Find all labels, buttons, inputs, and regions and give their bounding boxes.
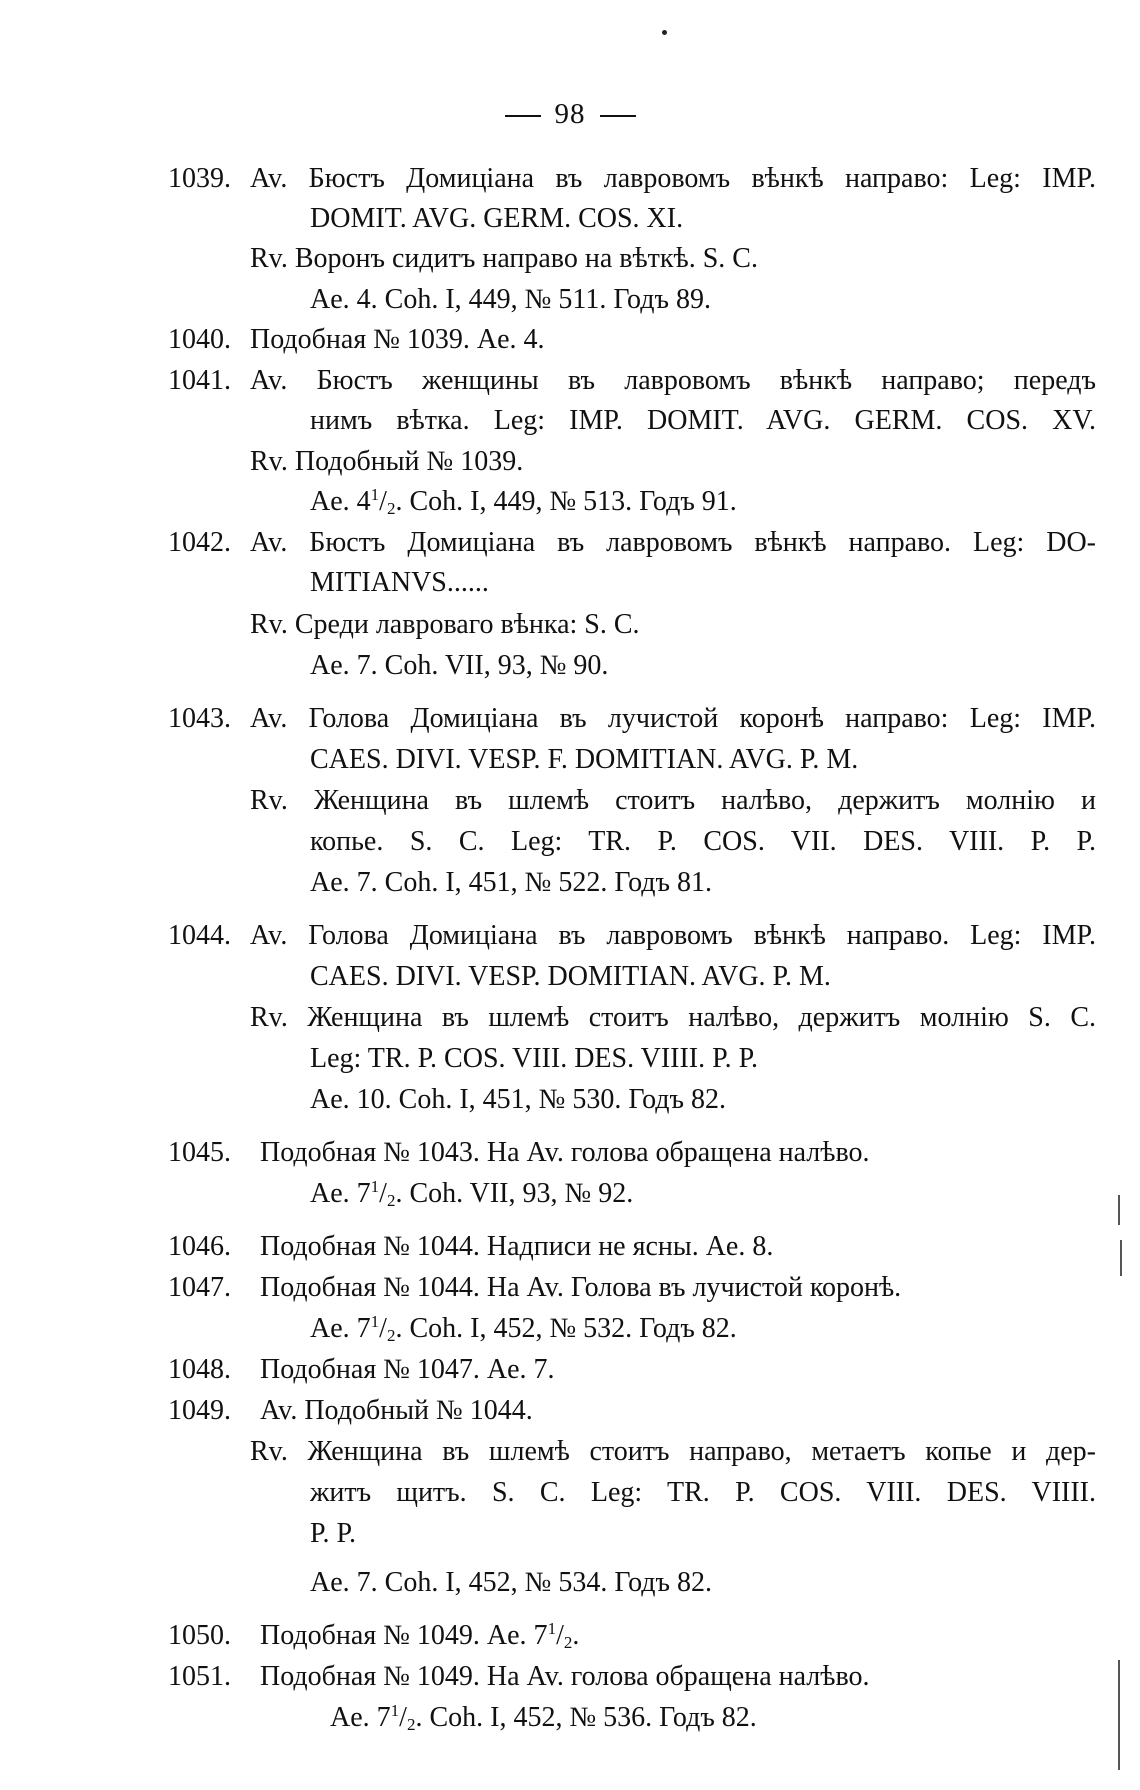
entry-line: Av. Бюстъ Домиціана въ лавровомъ вѣнкѣ направо. Leg: DO- [250,527,1096,558]
entry-line: CAES. DIVI. VESP. F. DOMITIAN. AVG. P. M. [310,744,859,775]
entry-line-fraction: Ae. $7^1/_2$. Coh. I, 452, № 536. Годъ 82. [330,1701,757,1734]
entry-line: Av. Голова Домиціана въ лучистой коронѣ направо: Leg: IMP. [250,703,1096,734]
page-number: 98 [0,98,1140,131]
entry-line: Rv. Женщина въ шлемѣ стоитъ налѣво, держитъ молнію S. C. [250,1002,1096,1033]
entry-line: копье. S. C. Leg: TR. P. COS. VII. DES. VIII. P. P. [310,826,1096,857]
entry-number: 1042. [168,527,231,558]
entry-number: 1039. [168,163,231,194]
entry-line: Подобная № 1047. Ae. 7. [260,1354,555,1385]
entry-number: 1049. [168,1395,231,1426]
entry-number: 1041. [168,365,231,396]
entry-number: 1048. [168,1354,231,1385]
entry-line: Ae. 4. Coh. I, 449, № 511. Годъ 89. [310,284,711,315]
entry-number: 1044. [168,920,231,951]
entry-line: нимъ вѣтка. Leg: IMP. DOMIT. AVG. GERM. COS. XV. [310,405,1096,436]
entry-number: 1040. [168,324,231,355]
entry-line: Ae. 7. Coh. VII, 93, № 90. [310,650,609,681]
scan-mark [1120,1240,1122,1276]
entry-line: Av. Бюстъ женщины въ лавровомъ вѣнкѣ направо; передъ [250,365,1096,396]
entry-line-fraction: Подобная № 1049. Ae. $7^1/_2$. [260,1619,580,1652]
entry-line: Ae. 10. Coh. I, 451, № 530. Годъ 82. [310,1084,727,1115]
entry-line: Подобная № 1044. Надписи не ясны. Ae. 8. [260,1231,774,1262]
entry-line: Ae. 7. Coh. I, 451, № 522. Годъ 81. [310,867,713,898]
entry-line: Подобная № 1049. На Av. голова обращена налѣво. [260,1661,870,1692]
entry-line: MITIANVS...... [310,567,489,598]
entry-line: Rv. Женщина въ шлемѣ стоитъ направо, метаетъ копье и дер- [250,1436,1096,1467]
entry-line: житъ щитъ. S. C. Leg: TR. P. COS. VIII. DES. VIIII. [310,1477,1096,1508]
ink-dot [662,30,667,35]
entry-line: CAES. DIVI. VESP. DOMITIAN. AVG. P. M. [310,961,831,992]
entry-number: 1043. [168,703,231,734]
entry-number: 1045. [168,1137,231,1168]
entry-line: Rv. Подобный № 1039. [250,446,524,477]
folio-dash-right [600,115,636,117]
entry-number: 1051. [168,1661,231,1692]
scan-mark [1118,1660,1120,1770]
entry-number: 1046. [168,1231,231,1262]
entry-line-fraction: Ae. $4^1/_2$. Coh. I, 449, № 513. Годъ 91. [310,485,737,518]
entry-line: P. P. [310,1518,356,1549]
entry-number: 1047. [168,1272,231,1303]
entry-number: 1050. [168,1620,231,1651]
entry-line: Av. Подобный № 1044. [260,1395,533,1426]
entry-line: Av. Бюстъ Домиціана въ лавровомъ вѣнкѣ направо: Leg: IMP. [250,163,1096,194]
entry-line: Rv. Воронъ сидитъ направо на вѣткѣ. S. C. [250,243,758,274]
entry-line: Rv. Женщина въ шлемѣ стоитъ налѣво, держитъ молнію и [250,785,1096,816]
entry-line-fraction: Ae. $7^1/_2$. Coh. I, 452, № 532. Годъ 82. [310,1312,737,1345]
entry-line: Подобная № 1044. На Av. Голова въ лучистой коронѣ. [260,1272,902,1303]
entry-line: Подобная № 1043. На Av. голова обращена налѣво. [260,1137,870,1168]
entry-line: Leg: TR. P. COS. VIII. DES. VIIII. P. P. [310,1043,759,1074]
entry-line: Ae. 7. Coh. I, 452, № 534. Годъ 82. [310,1567,713,1598]
entry-line: Rv. Среди лавроваго вѣнка: S. C. [250,609,640,640]
entry-line: DOMIT. AVG. GERM. COS. XI. [310,203,684,234]
entry-line: Подобная № 1039. Ae. 4. [250,324,545,355]
scan-mark [1118,1195,1120,1225]
entry-line-fraction: Ae. $7^1/_2$. Coh. VII, 93, № 92. [310,1177,634,1210]
entry-line: Av. Голова Домиціана въ лавровомъ вѣнкѣ направо. Leg: IMP. [250,920,1096,951]
folio-dash-left [505,115,541,117]
